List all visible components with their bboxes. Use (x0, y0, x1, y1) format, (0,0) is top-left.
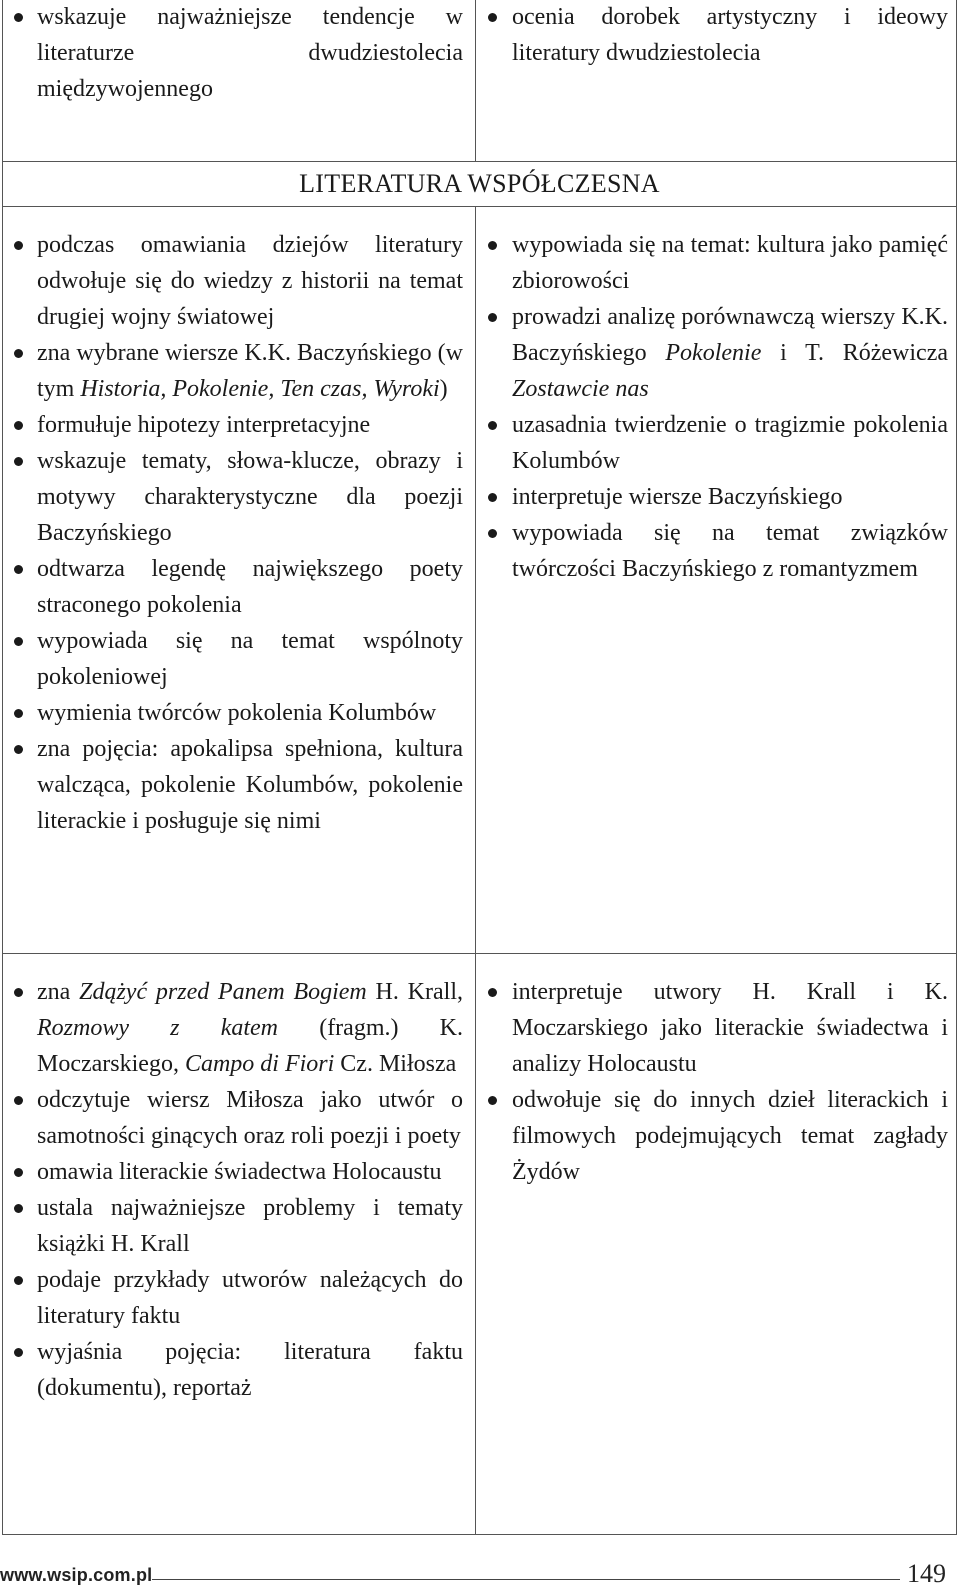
item-text: zna (37, 979, 80, 1005)
list-item: odtwarza legendę największego poety straconego pokolenia (3, 551, 475, 623)
row2-right-cell (476, 207, 957, 954)
item-text: H. Krall, (366, 979, 463, 1005)
curriculum-table (2, 0, 957, 1535)
list-item: zna pojęcia: apokalipsa spełniona, kultura walcząca, pokolenie Kolumbów, pokolenie literackie i posługuje się nimi (3, 731, 475, 839)
item-text: prowadzi analizę porównawczą wierszy K.K. Baczyńskiego (512, 304, 948, 366)
row1-left-cell (3, 0, 476, 162)
row3-left-cell (3, 954, 476, 1535)
book-title: Rozmowy z katem (37, 1015, 279, 1041)
section-title: LITERATURA WSPÓŁCZESNA (3, 162, 957, 207)
table-row (3, 0, 957, 162)
row2-right-list (476, 227, 956, 587)
item-text: Cz. Miłosza (334, 1051, 457, 1077)
item-text: i T. Różewicza (761, 340, 948, 366)
list-item: podczas omawiania dziejów literatury odwołuje się do wiedzy z historii na temat drugiej wojny światowej (3, 227, 475, 335)
list-item: wskazuje tematy, słowa-klucze, obrazy i motywy charakterystyczne dla poezji Baczyńskiego (3, 443, 475, 551)
list-item: wskazuje najważniejsze tendencje w literaturze dwudziestolecia międzywojennego (3, 0, 475, 107)
list-item: formułuje hipotezy interpretacyjne (3, 407, 475, 443)
list-item: odczytuje wiersz Miłosza jako utwór o samotności ginących oraz roli poezji i poety (3, 1082, 475, 1154)
list-item (3, 335, 475, 407)
table-row (3, 207, 957, 954)
page-number: 149 (907, 1559, 946, 1588)
row3-left-list (3, 974, 475, 1406)
list-item: omawia literackie świadectwa Holocaustu (3, 1154, 475, 1190)
row1-right-cell (476, 0, 957, 162)
item-text: zna wybrane wiersze K.K. Baczyńskiego (w tym (37, 340, 463, 402)
publisher-url: www.wsip.com.pl (0, 1565, 153, 1585)
list-item: interpretuje utwory H. Krall i K. Moczarskiego jako literackie świadectwa i analizy Holocaustu (476, 974, 956, 1082)
list-item: uzasadnia twierdzenie o tragizmie pokolenia Kolumbów (476, 407, 956, 479)
row1-right-list (476, 0, 956, 71)
list-item: interpretuje wiersze Baczyńskiego (476, 479, 956, 515)
list-item (476, 299, 956, 407)
row3-right-list (476, 974, 956, 1190)
list-item: wypowiada się na temat związków twórczości Baczyńskiego z romantyzmem (476, 515, 956, 587)
poem-titles: Historia, Pokolenie, Ten czas, Wyroki (80, 376, 440, 402)
footer-divider (152, 1579, 900, 1580)
list-item: wypowiada się na temat: kultura jako pamięć zbiorowości (476, 227, 956, 299)
table-row (3, 954, 957, 1535)
item-text: (fragm.) K. Moczarskiego, (37, 1015, 464, 1077)
row2-left-cell (3, 207, 476, 954)
row2-left-list (3, 227, 475, 839)
table-row (3, 162, 957, 207)
list-item: ocenia dorobek artystyczny i ideowy literatury dwudziestolecia (476, 0, 956, 71)
list-item: wypowiada się na temat wspólnoty pokoleniowej (3, 623, 475, 695)
row3-right-cell (476, 954, 957, 1535)
list-item (3, 974, 475, 1082)
item-text: ) (439, 376, 448, 402)
list-item: odwołuje się do innych dzieł literackich i filmowych podejmujących temat zagłady Żydów (476, 1082, 956, 1190)
list-item: podaje przykłady utworów należących do literatury faktu (3, 1262, 475, 1334)
book-title: Zdążyć przed Panem Bogiem (79, 979, 367, 1005)
poem-title: Pokolenie (665, 340, 762, 366)
poem-title: Zostawcie nas (512, 376, 649, 402)
list-item: wymienia twórców pokolenia Kolumbów (3, 695, 475, 731)
list-item: ustala najważniejsze problemy i tematy książki H. Krall (3, 1190, 475, 1262)
poem-title: Campo di Fiori (184, 1051, 335, 1077)
row1-left-list (3, 0, 475, 107)
list-item: wyjaśnia pojęcia: literatura faktu (dokumentu), reportaż (3, 1334, 475, 1406)
